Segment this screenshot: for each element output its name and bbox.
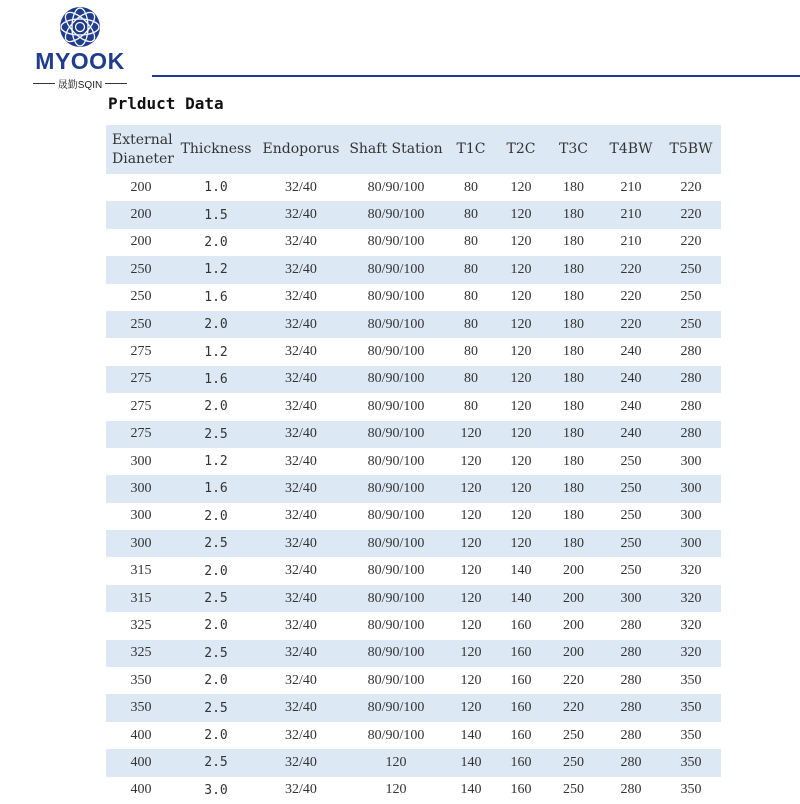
table-cell: 32/40 [285, 289, 317, 305]
table-cell: 1.5 [176, 201, 256, 228]
table-row [106, 503, 721, 530]
table-row [106, 366, 721, 393]
table-cell: 32/40 [285, 508, 317, 524]
table-cell: 2.5 [176, 421, 256, 448]
table-row [106, 421, 721, 448]
table-cell: 280 [680, 344, 702, 360]
table-cell: 120 [446, 421, 496, 448]
table-cell: 80 [464, 289, 478, 305]
table-cell: 250 [601, 475, 661, 502]
table-cell: 120 [496, 530, 546, 557]
table-cell: 250 [106, 311, 176, 338]
table-cell: 180 [546, 201, 601, 228]
table-cell: 32/40 [256, 694, 346, 721]
table-cell: 80 [446, 366, 496, 393]
table-cell: 120 [446, 694, 496, 721]
table-cell: 160 [496, 640, 546, 667]
table-cell: 280 [601, 694, 661, 721]
table-cell: 120 [446, 585, 496, 612]
table-cell: 32/40 [256, 585, 346, 612]
table-cell: 32/40 [285, 563, 317, 579]
table-row [106, 284, 721, 311]
table-cell: 1.6 [176, 366, 256, 393]
table-row [106, 229, 721, 256]
table-cell: 320 [661, 640, 721, 667]
table-cell: 325 [130, 617, 152, 633]
table-cell: 280 [661, 421, 721, 448]
column-header: Thickness [176, 125, 256, 174]
table-cell: 180 [563, 234, 584, 250]
table-cell: 80/90/100 [346, 311, 446, 338]
table-cell: 200 [106, 201, 176, 228]
table-cell: 220 [620, 289, 642, 305]
table-row [106, 722, 721, 749]
table-cell: 300 [106, 475, 176, 502]
table-cell: 220 [661, 201, 721, 228]
table-cell: 120 [460, 453, 482, 469]
table-cell: 180 [563, 508, 584, 524]
table-cell: 325 [106, 640, 176, 667]
table-cell: 300 [661, 475, 721, 502]
table-cell: 120 [460, 617, 482, 633]
table-cell: 32/40 [256, 256, 346, 283]
table-cell: 240 [620, 398, 642, 414]
table-cell: 220 [680, 234, 702, 250]
table-cell: 80/90/100 [367, 234, 425, 250]
table-cell: 300 [680, 508, 702, 524]
table-row [106, 174, 721, 201]
table-cell: 32/40 [285, 179, 317, 195]
column-header: T3C [546, 125, 601, 174]
table-cell: 80 [446, 311, 496, 338]
table-cell: 2.0 [204, 508, 228, 524]
column-header: T4BW [601, 125, 661, 174]
table-cell: 80/90/100 [346, 475, 446, 502]
table-cell: 140 [460, 782, 482, 798]
table-cell: 32/40 [256, 311, 346, 338]
table-cell: 80/90/100 [346, 530, 446, 557]
table-cell: 120 [510, 179, 532, 195]
table-cell: 300 [106, 530, 176, 557]
table-cell: 120 [510, 344, 532, 360]
table-row [106, 749, 721, 776]
column-header: T2C [496, 125, 546, 174]
table-cell: 32/40 [285, 344, 317, 360]
table-cell: 200 [563, 617, 584, 633]
table-cell: 200 [546, 585, 601, 612]
table-cell: 350 [130, 672, 152, 688]
table-cell: 120 [446, 530, 496, 557]
table-cell: 240 [601, 366, 661, 393]
table-cell: 200 [130, 234, 152, 250]
table-cell: 180 [546, 311, 601, 338]
product-data-table [106, 125, 721, 804]
table-cell: 180 [563, 344, 584, 360]
table-cell: 220 [601, 311, 661, 338]
table-cell: 80 [464, 179, 478, 195]
table-row [106, 448, 721, 475]
table-cell: 80/90/100 [367, 398, 425, 414]
table-row [106, 311, 721, 338]
table-cell: 80/90/100 [367, 289, 425, 305]
brand-name: MYOOK [35, 48, 125, 74]
table-cell: 2.0 [204, 234, 228, 250]
table-cell: 80/90/100 [346, 366, 446, 393]
table-cell: 300 [680, 453, 702, 469]
table-cell: 250 [620, 508, 642, 524]
table-cell: 120 [346, 749, 446, 776]
table-cell: 120 [460, 508, 482, 524]
table-cell: 220 [563, 672, 584, 688]
table-cell: 210 [601, 201, 661, 228]
table-cell: 80 [464, 234, 478, 250]
table-cell: 300 [601, 585, 661, 612]
table-cell: 160 [496, 749, 546, 776]
table-cell: 200 [546, 640, 601, 667]
table-cell: 80/90/100 [367, 344, 425, 360]
table-cell: 2.0 [204, 399, 228, 415]
table-cell: 120 [460, 563, 482, 579]
table-cell: 120 [446, 475, 496, 502]
table-cell: 2.0 [204, 563, 228, 579]
table-cell: 250 [601, 530, 661, 557]
table-cell: 120 [446, 640, 496, 667]
table-cell: 120 [510, 289, 532, 305]
column-header: T5BW [661, 125, 721, 174]
table-cell: 250 [661, 311, 721, 338]
table-cell: 120 [385, 782, 407, 798]
table-row [106, 640, 721, 667]
table-cell: 180 [546, 366, 601, 393]
page-title: Prlduct Data [108, 94, 224, 113]
table-cell: 275 [130, 398, 152, 414]
column-header: External Dianeter [106, 125, 176, 174]
table-row [106, 585, 721, 612]
table-row [106, 201, 721, 228]
table-row [106, 667, 721, 694]
column-header: Shaft Station [346, 125, 446, 174]
table-cell: 280 [620, 672, 642, 688]
table-cell: 32/40 [256, 201, 346, 228]
table-cell: 350 [680, 782, 702, 798]
table-cell: 180 [563, 289, 584, 305]
table-cell: 300 [661, 530, 721, 557]
brand-subtitle-text: 晟勤SQIN [57, 79, 103, 91]
table-cell: 80/90/100 [346, 640, 446, 667]
brand-logo[interactable] [28, 6, 132, 90]
table-cell: 80/90/100 [346, 201, 446, 228]
table-cell: 320 [680, 563, 702, 579]
table-cell: 250 [620, 453, 642, 469]
table-cell: 1.0 [204, 180, 228, 196]
table-cell: 250 [661, 256, 721, 283]
table-cell: 400 [130, 782, 152, 798]
table-cell: 80/90/100 [346, 694, 446, 721]
divider [105, 83, 127, 84]
table-cell: 220 [601, 256, 661, 283]
table-cell: 140 [510, 563, 532, 579]
table-cell: 220 [680, 179, 702, 195]
table-cell: 120 [496, 421, 546, 448]
table-cell: 80 [464, 344, 478, 360]
table-cell: 2.5 [176, 640, 256, 667]
table-cell: 32/40 [285, 398, 317, 414]
table-cell: 180 [546, 421, 601, 448]
table-cell: 120 [460, 672, 482, 688]
table-cell: 2.5 [176, 749, 256, 776]
table-cell: 160 [510, 672, 532, 688]
table-cell: 180 [546, 256, 601, 283]
table-cell: 210 [620, 234, 642, 250]
table-cell: 32/40 [256, 530, 346, 557]
table-cell: 275 [106, 421, 176, 448]
table-cell: 1.2 [204, 344, 228, 360]
table-cell: 1.6 [176, 475, 256, 502]
table-cell: 180 [563, 179, 584, 195]
table-cell: 32/40 [285, 672, 317, 688]
table-cell: 315 [106, 585, 176, 612]
table-cell: 80/90/100 [346, 421, 446, 448]
table-cell: 140 [446, 749, 496, 776]
table-row [106, 256, 721, 283]
table-row [106, 612, 721, 639]
table-cell: 200 [563, 563, 584, 579]
table-cell: 350 [661, 749, 721, 776]
table-cell: 120 [496, 311, 546, 338]
table-cell: 250 [620, 563, 642, 579]
table-row [106, 557, 721, 584]
table-row [106, 694, 721, 721]
table-cell: 80/90/100 [346, 585, 446, 612]
table-cell: 80/90/100 [367, 563, 425, 579]
table-cell: 250 [563, 782, 584, 798]
table-row [106, 393, 721, 420]
table-cell: 32/40 [256, 366, 346, 393]
table-cell: 280 [601, 749, 661, 776]
table-cell: 350 [106, 694, 176, 721]
table-cell: 240 [601, 421, 661, 448]
table-cell: 140 [460, 727, 482, 743]
table-cell: 120 [510, 508, 532, 524]
table-cell: 2.0 [176, 311, 256, 338]
table-cell: 350 [680, 672, 702, 688]
table-cell: 32/40 [285, 617, 317, 633]
table-cell: 2.5 [176, 585, 256, 612]
table-cell: 1.2 [176, 256, 256, 283]
table-cell: 120 [496, 201, 546, 228]
table-cell: 250 [563, 727, 584, 743]
table-cell: 275 [130, 344, 152, 360]
table-cell: 180 [546, 475, 601, 502]
table-cell: 120 [496, 475, 546, 502]
table-cell: 2.0 [204, 728, 228, 743]
table-cell: 2.5 [176, 530, 256, 557]
table-cell: 280 [620, 617, 642, 633]
table-cell: 32/40 [256, 749, 346, 776]
globe-logo-icon [59, 6, 101, 48]
brand-subtitle [28, 76, 132, 90]
table-cell: 280 [661, 366, 721, 393]
table-cell: 80/90/100 [367, 179, 425, 195]
table-cell: 80/90/100 [367, 727, 425, 743]
table-cell: 250 [546, 749, 601, 776]
table-cell: 280 [680, 398, 702, 414]
table-cell: 3.0 [204, 782, 228, 798]
table-cell: 280 [620, 782, 642, 798]
table-cell: 350 [680, 727, 702, 743]
table-cell: 400 [130, 727, 152, 743]
table-cell: 240 [620, 344, 642, 360]
divider [33, 83, 55, 84]
table-cell: 140 [496, 585, 546, 612]
column-header: T1C [446, 125, 496, 174]
table-cell: 80/90/100 [346, 256, 446, 283]
table-cell: 220 [546, 694, 601, 721]
table-cell: 120 [496, 256, 546, 283]
table-cell: 280 [620, 727, 642, 743]
table-cell: 275 [106, 366, 176, 393]
table-cell: 32/40 [256, 475, 346, 502]
table-cell: 2.0 [204, 618, 228, 634]
table-cell: 160 [510, 782, 532, 798]
table-cell: 32/40 [285, 453, 317, 469]
table-cell: 180 [563, 398, 584, 414]
table-cell: 280 [601, 640, 661, 667]
table-cell: 2.0 [204, 673, 228, 689]
table-cell: 320 [661, 585, 721, 612]
table-cell: 80/90/100 [367, 453, 425, 469]
table-cell: 250 [680, 289, 702, 305]
table-cell: 80 [464, 398, 478, 414]
table-cell: 250 [130, 289, 152, 305]
table-cell: 300 [130, 453, 152, 469]
table-row [106, 338, 721, 365]
table-cell: 180 [546, 530, 601, 557]
table-cell: 250 [106, 256, 176, 283]
table-cell: 200 [130, 179, 152, 195]
table-cell: 320 [680, 617, 702, 633]
table-cell: 160 [510, 617, 532, 633]
table-row [106, 530, 721, 557]
table-cell: 80/90/100 [367, 617, 425, 633]
table-cell: 120 [510, 453, 532, 469]
table-row [106, 475, 721, 502]
table-cell: 300 [130, 508, 152, 524]
table-cell: 32/40 [256, 421, 346, 448]
table-header-row [106, 125, 721, 174]
table-cell: 1.2 [204, 454, 228, 470]
table-cell: 160 [496, 694, 546, 721]
table-cell: 80 [446, 201, 496, 228]
table-cell: 180 [563, 453, 584, 469]
table-cell: 1.6 [204, 289, 228, 305]
table-cell: 80/90/100 [367, 508, 425, 524]
table-cell: 350 [661, 694, 721, 721]
table-cell: 32/40 [256, 640, 346, 667]
table-cell: 210 [620, 179, 642, 195]
table-cell: 315 [130, 563, 152, 579]
table-cell: 32/40 [285, 234, 317, 250]
table-cell: 400 [106, 749, 176, 776]
table-cell: 80 [446, 256, 496, 283]
header-divider [152, 75, 800, 77]
table-cell: 80/90/100 [367, 672, 425, 688]
table-cell: 32/40 [285, 782, 317, 798]
table-cell: 120 [510, 234, 532, 250]
column-header: Endoporus [256, 125, 346, 174]
table-cell: 120 [496, 366, 546, 393]
table-cell: 2.5 [176, 694, 256, 721]
table-cell: 160 [510, 727, 532, 743]
table-cell: 120 [510, 398, 532, 414]
table-cell: 32/40 [285, 727, 317, 743]
table-body [106, 174, 721, 804]
